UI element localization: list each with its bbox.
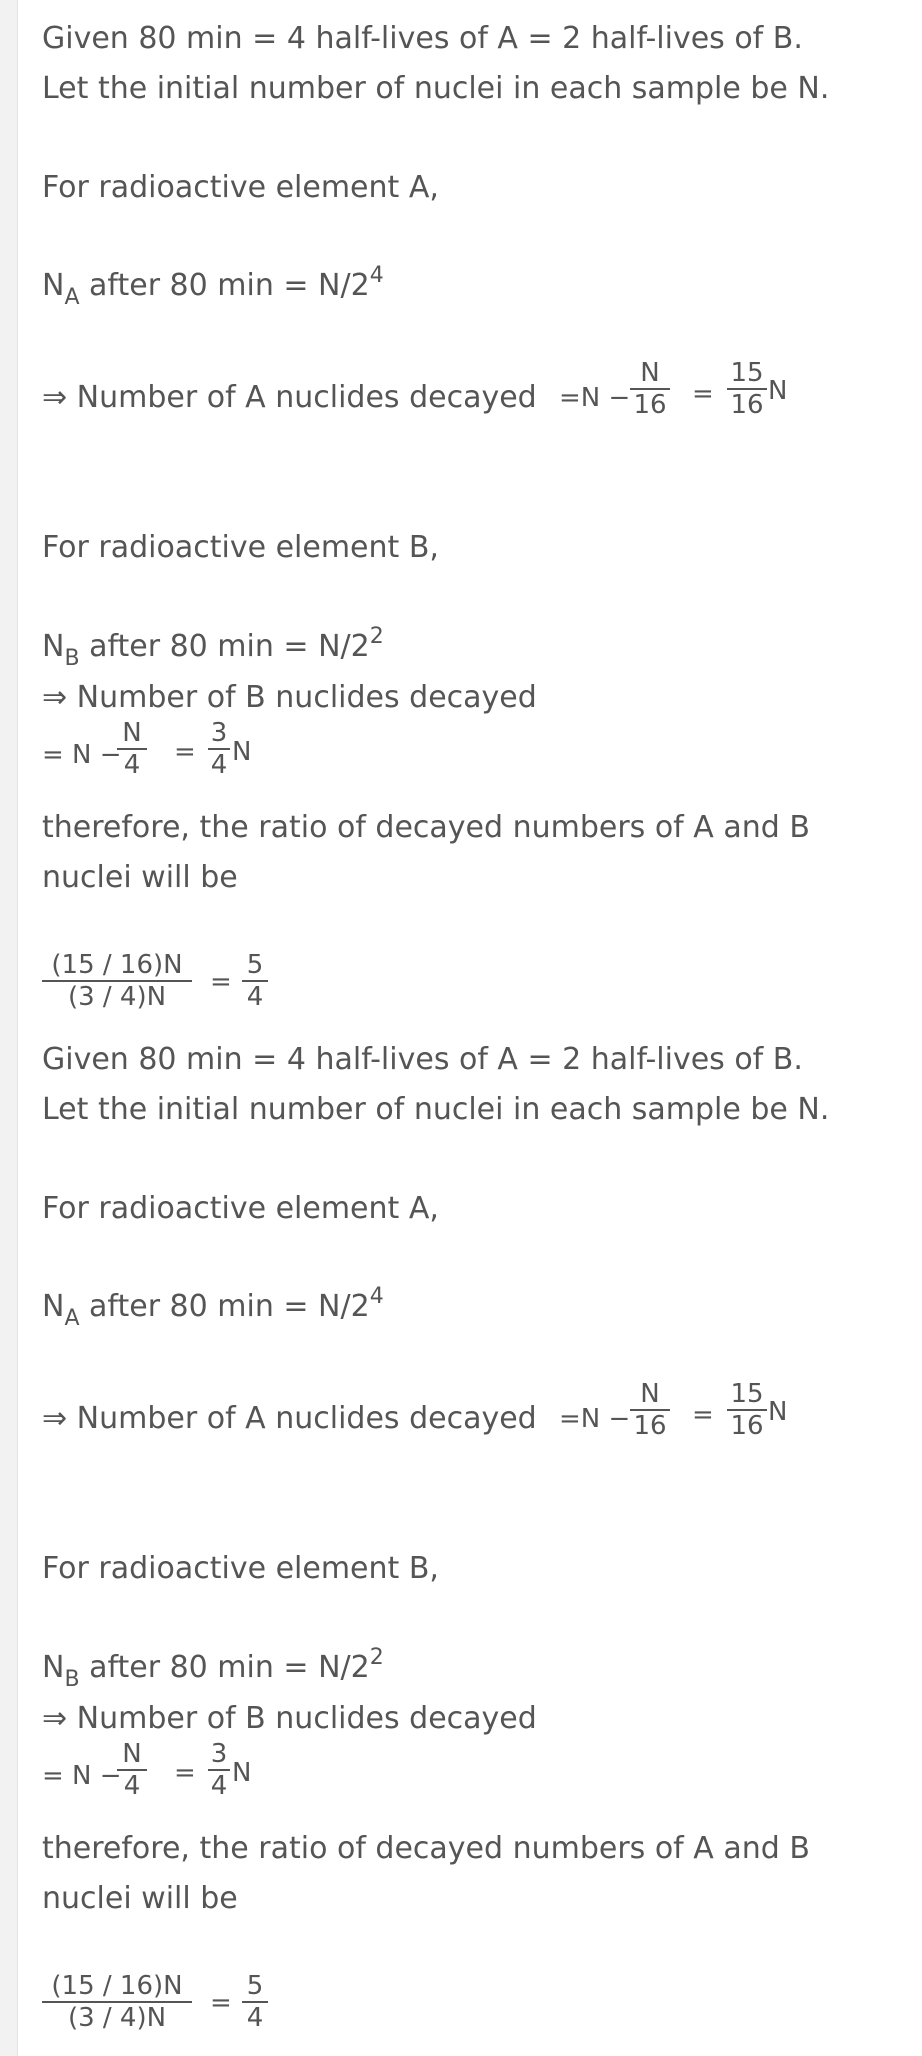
b-fraction-2: 3 4 xyxy=(208,1739,230,1801)
b-decayed-line: ⇒ Number of B nuclides decayed xyxy=(42,1701,537,1736)
b-fraction-suffix: N xyxy=(232,737,252,767)
b-eq-lhs: = N − xyxy=(42,1761,122,1791)
b-fraction-1: N 4 xyxy=(117,718,147,780)
a-eq-sign: = xyxy=(692,379,714,409)
b-eq-sign: = xyxy=(174,1758,196,1788)
nb-line: $N_B$ after 80 $\min = N/2^2$ xyxy=(42,624,384,671)
a-fraction-1: N 16 xyxy=(630,358,670,420)
ratio-result-fraction: 5 4 xyxy=(242,950,268,1012)
a-eq-lhs: =N − xyxy=(559,383,631,413)
b-eq-lhs: = N − xyxy=(42,740,122,770)
nb-line: $N_B$ after 80 $\min = N/2^2$ xyxy=(42,1645,384,1692)
ratio-line-2: nuclei will be xyxy=(42,860,238,895)
solution-block xyxy=(42,1021,902,2041)
ratio-eq-sign: = xyxy=(210,967,232,997)
element-b-heading: For radioactive element B, xyxy=(42,530,439,565)
b-fraction-2: 3 4 xyxy=(208,718,230,780)
na-line: $N_A$ after 80 $\min = N/2^4$ xyxy=(42,1284,384,1331)
a-fraction-1: N 16 xyxy=(630,1379,670,1441)
ratio-fraction: (15 / 16)N (3 / 4)N xyxy=(42,950,192,1012)
element-a-heading: For radioactive element A, xyxy=(42,1191,439,1226)
a-eq-lhs: =N − xyxy=(559,1404,631,1434)
ratio-line-1: therefore, the ratio of decayed numbers of A and B xyxy=(42,1831,810,1866)
left-margin-rule xyxy=(0,0,18,2056)
element-b-heading: For radioactive element B, xyxy=(42,1551,439,1586)
ratio-eq-sign: = xyxy=(210,1988,232,2018)
a-fraction-2: 15 16 xyxy=(727,1379,767,1441)
solution-block xyxy=(42,0,902,1020)
ratio-line-2: nuclei will be xyxy=(42,1881,238,1916)
b-decayed-line: ⇒ Number of B nuclides decayed xyxy=(42,680,537,715)
a-fraction-2: 15 16 xyxy=(727,358,767,420)
ratio-fraction: (15 / 16)N (3 / 4)N xyxy=(42,1971,192,2033)
b-fraction-1: N 4 xyxy=(117,1739,147,1801)
b-eq-sign: = xyxy=(174,737,196,767)
a-decayed-line: ⇒ Number of A nuclides decayed xyxy=(42,1401,537,1436)
initial-line: Let the initial number of nuclei in each sample be N. xyxy=(42,1092,830,1127)
a-decayed-line: ⇒ Number of A nuclides decayed xyxy=(42,380,537,415)
initial-line: Let the initial number of nuclei in each sample be N. xyxy=(42,71,830,106)
given-line: Given 80 min = 4 half-lives of A = 2 half-lives of B. xyxy=(42,21,803,56)
a-eq-sign: = xyxy=(692,1400,714,1430)
a-fraction-suffix: N xyxy=(768,1397,788,1427)
ratio-line-1: therefore, the ratio of decayed numbers of A and B xyxy=(42,810,810,845)
b-fraction-suffix: N xyxy=(232,1758,252,1788)
na-line: $N_A$ after 80 $\min = N/2^4$ xyxy=(42,263,384,310)
given-line: Given 80 min = 4 half-lives of A = 2 half-lives of B. xyxy=(42,1042,803,1077)
ratio-result-fraction: 5 4 xyxy=(242,1971,268,2033)
element-a-heading: For radioactive element A, xyxy=(42,170,439,205)
a-fraction-suffix: N xyxy=(768,376,788,406)
